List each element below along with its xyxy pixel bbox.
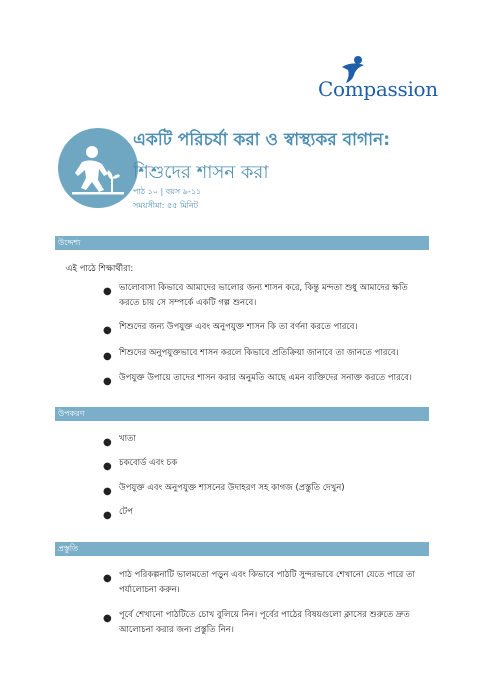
section-header-materials: উপকরণ <box>55 407 429 421</box>
bullet-icon <box>103 463 111 471</box>
objective-item: ভালোবাসা কিভাবে আমাদের ভালোর জন্য শাসন করে, কিন্তু মন্দতা শুধু আমাদের ক্ষতি করতে চায় সে সম্পর্কে একটি গল্প শুনবে। <box>119 283 408 308</box>
bullet-icon <box>103 439 111 447</box>
page-subtitle: শিশুদের শাসন করা <box>133 162 269 183</box>
hero-badge <box>58 128 138 208</box>
page-title: একটি পরিচর্যা করা ও স্বাস্থ্যকর বাগান: <box>133 130 390 150</box>
bullet-icon <box>103 288 111 296</box>
bullet-icon <box>103 378 111 386</box>
bullet-icon <box>103 488 111 496</box>
child-gardening-icon <box>58 128 138 208</box>
material-item: উপযুক্ত এবং অনুপযুক্ত শাসনের উদাহরণ সহ কাগজ (প্রস্তুতি দেখুন) <box>119 483 345 493</box>
objective-item: শিশুদের জন্য উপযুক্ত এবং অনুপযুক্ত শাসন কি তা বর্ণনা করতে পারবে। <box>119 322 358 332</box>
duration-meta: সময়সীমা: ৫৫ মিনিট <box>133 201 199 210</box>
bullet-icon <box>103 615 111 623</box>
preparation-item: পাঠ পরিকল্পনাটি ভালমতো পড়ুন এবং কিভাবে পাঠটি সুন্দরভাবে শেখানো যেতে পারে তা পর্যালোচনা করুন। <box>119 570 415 595</box>
bullet-icon <box>103 353 111 361</box>
objective-item: উপযুক্ত উপায়ে তাদের শাসন করার অনুমতি আছে এমন ব্যক্তিদের সনাক্ত করতে পারবে। <box>119 373 412 383</box>
compassion-logo <box>318 55 438 100</box>
material-item: চকবোর্ড এবং চক <box>119 458 178 468</box>
lesson-meta: পাঠ ১০ | বয়স ৯-১১ <box>133 187 202 196</box>
section-header-preparation: প্রস্তুতি <box>55 542 429 556</box>
bullet-icon <box>103 512 111 520</box>
preparation-item: পূর্বে শেখানো পাঠটিতে চোখ বুলিয়ে নিন। পূর্বের পাঠের বিষয়গুলো ক্লাসের শুরুতে দ্রুত আলোচনা করার জন্য প্রস্তুতি নিন। <box>119 610 410 635</box>
objectives-intro: এই পাঠে শিক্ষার্থীরা: <box>66 264 134 274</box>
objective-item: শিশুদের অনুপযুক্তভাবে শাসন করলে কিভাবে প্রতিক্রিয়া জানাবে তা জানতে পারবে। <box>119 348 399 358</box>
brand-name: Compassion <box>318 77 438 101</box>
section-header-objectives: উদ্দেশ্য <box>55 236 429 250</box>
bullet-icon <box>103 575 111 583</box>
bullet-icon <box>103 327 111 335</box>
material-item: খাতা <box>119 434 136 444</box>
material-item: টেপ <box>119 507 133 517</box>
